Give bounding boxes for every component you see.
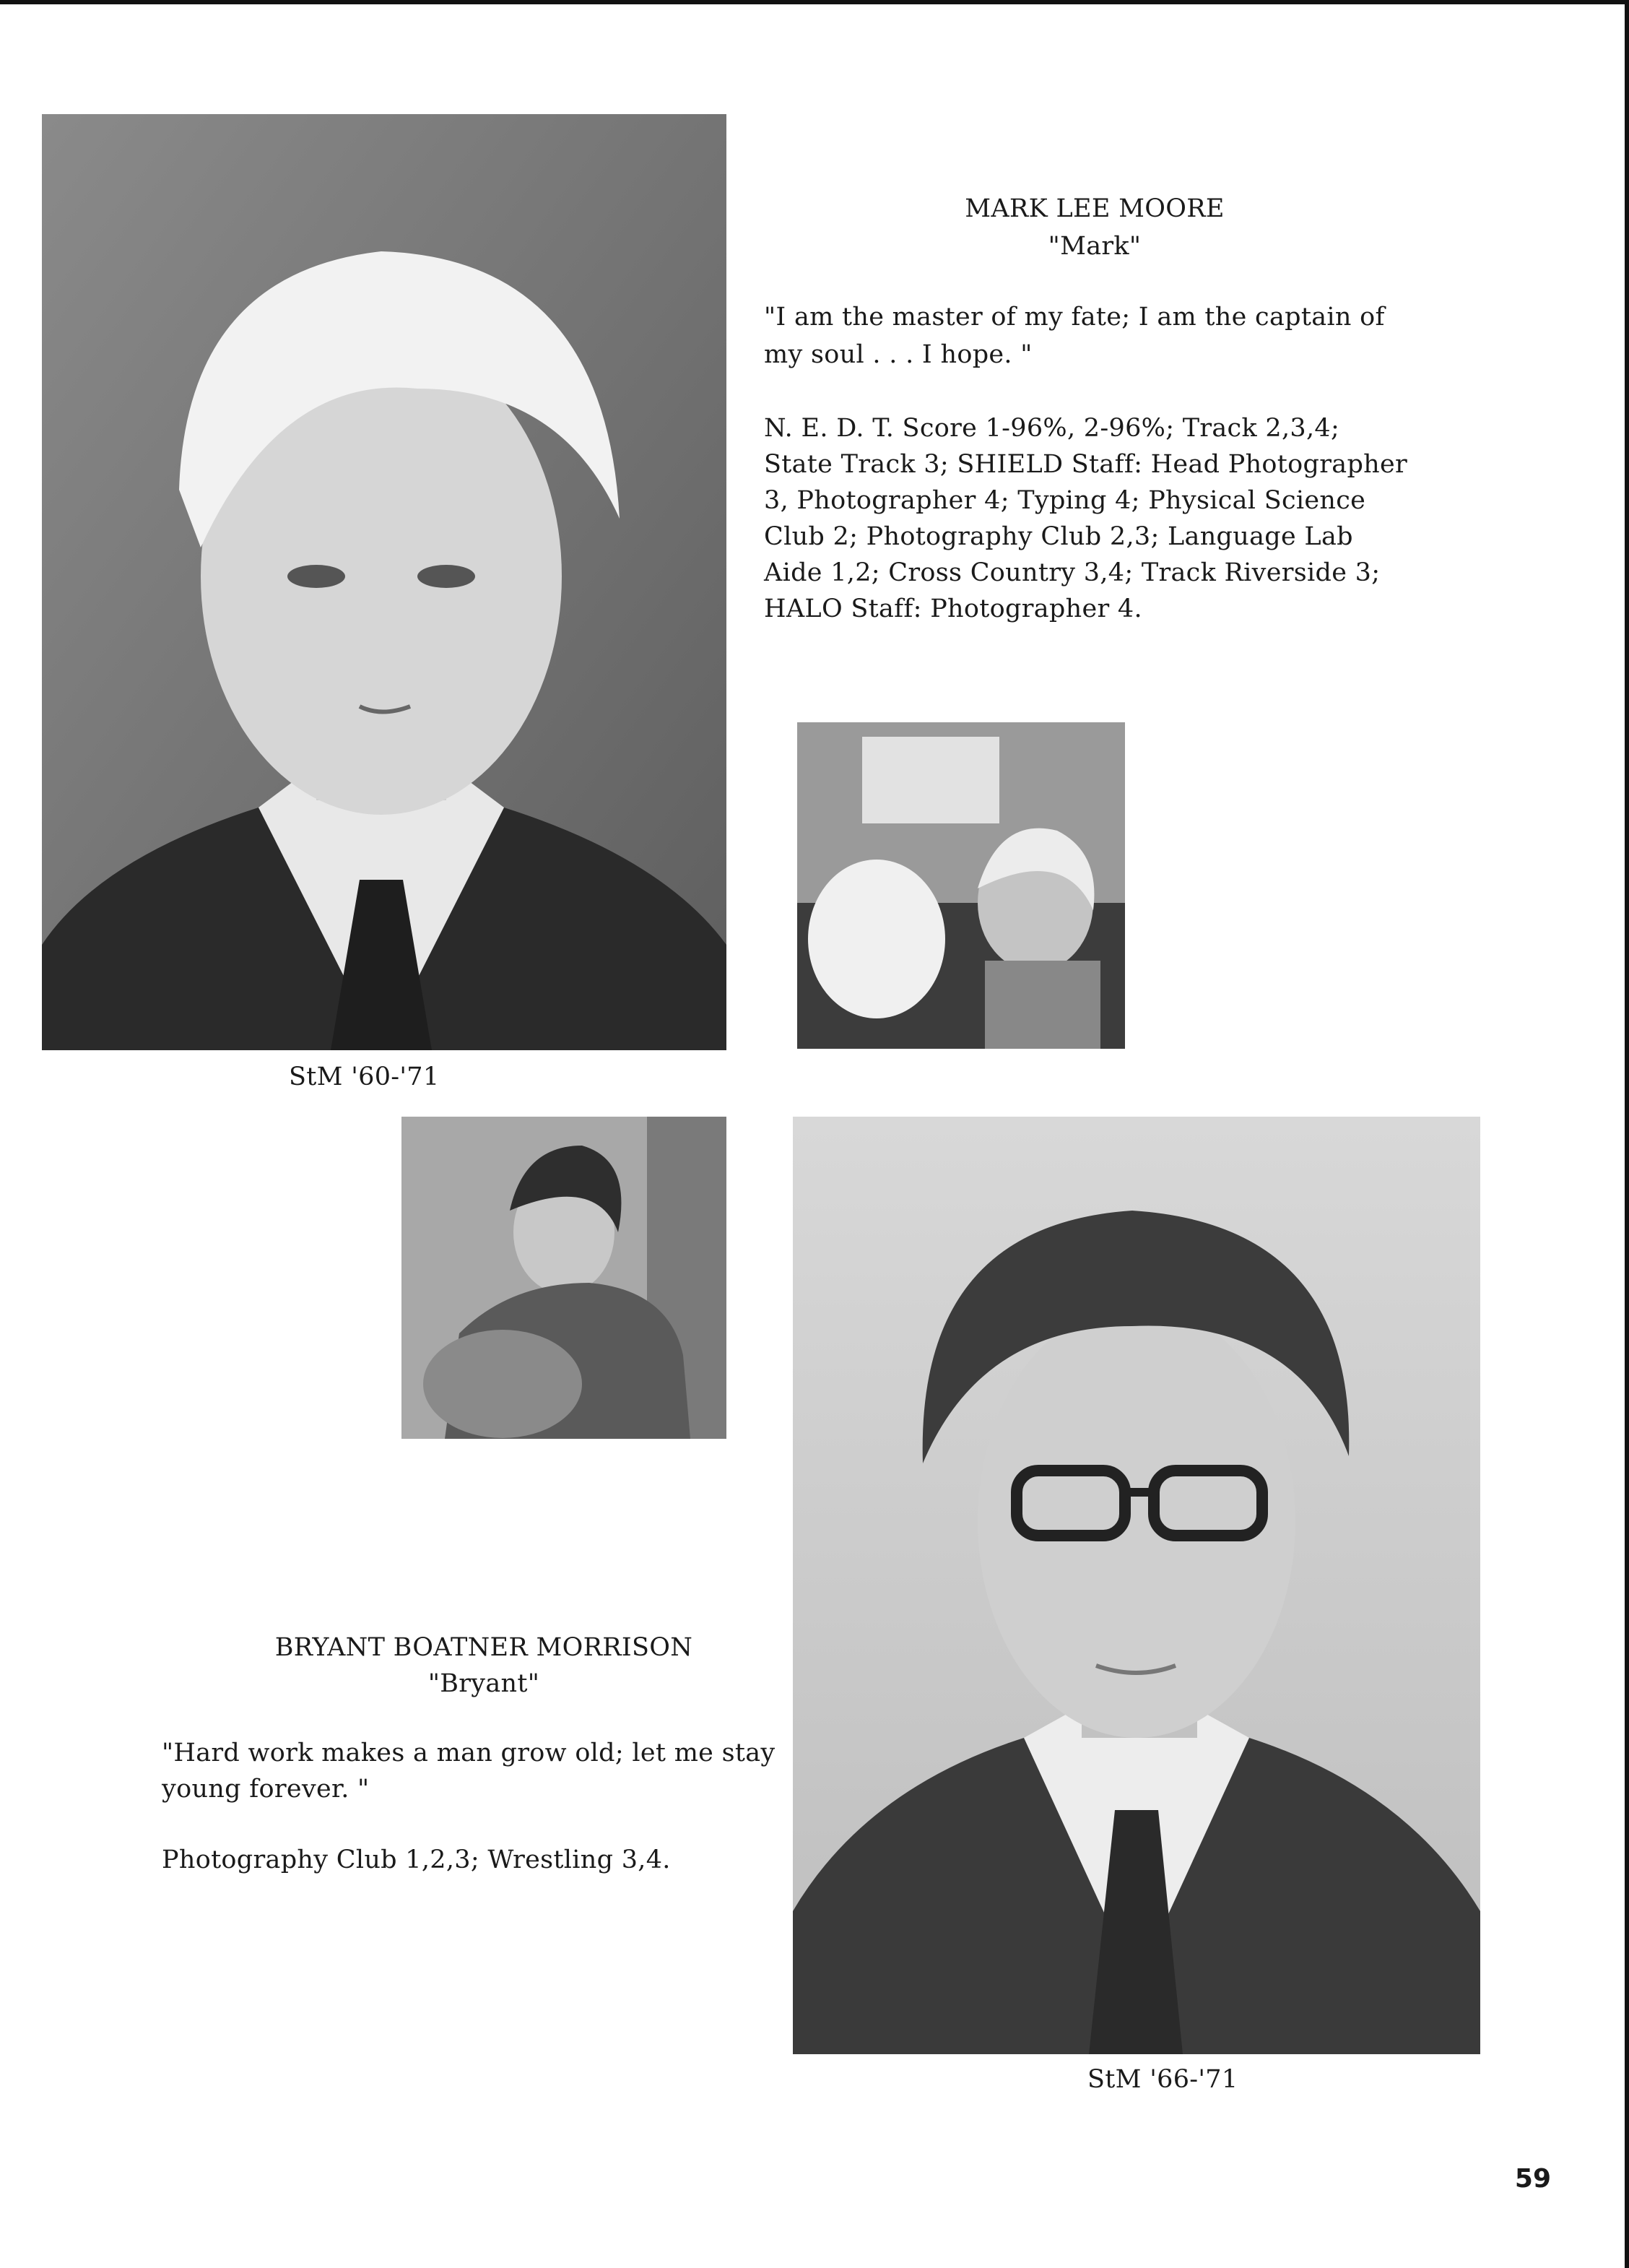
candid-photo-bryant [401,1117,726,1439]
activities-line: HALO Staff: Photographer 4. [764,594,1142,623]
student-nickname: "Bryant" [427,1669,540,1698]
quote-line: young forever. " [162,1775,370,1804]
portrait-bryant-morrison [793,1117,1480,2054]
page-number: 59 [1514,2164,1551,2194]
portrait-mark-moore [42,114,726,1050]
activities-line: Photography Club 1,2,3; Wrestling 3,4. [162,1845,671,1874]
activities-line: 3, Photographer 4; Typing 4; Physical Science [764,486,1366,515]
activities-line: N. E. D. T. Score 1-96%, 2-96%; Track 2,3,4; [764,414,1340,443]
activities-line: State Track 3; SHIELD Staff: Head Photographer [764,450,1408,479]
student-name: MARK LEE MOORE [965,194,1225,223]
student-nickname: "Mark" [1048,232,1142,261]
years-caption: StM '60-'71 [289,1062,440,1091]
quote-line: "I am the master of my fate; I am the captain of [764,303,1385,332]
scan-border-top [0,0,1629,4]
activities-line: Aide 1,2; Cross Country 3,4; Track Riverside 3; [764,558,1381,587]
scan-border-right [1625,0,1629,2268]
quote-line: my soul . . . I hope. " [764,340,1033,369]
years-caption: StM '66-'71 [1087,2065,1238,2094]
candid-photo-mark [797,722,1125,1049]
activities-line: Club 2; Photography Club 2,3; Language Lab [764,522,1353,551]
student-name: BRYANT BOATNER MORRISON [274,1633,693,1662]
quote-line: "Hard work makes a man grow old; let me stay [162,1739,776,1767]
